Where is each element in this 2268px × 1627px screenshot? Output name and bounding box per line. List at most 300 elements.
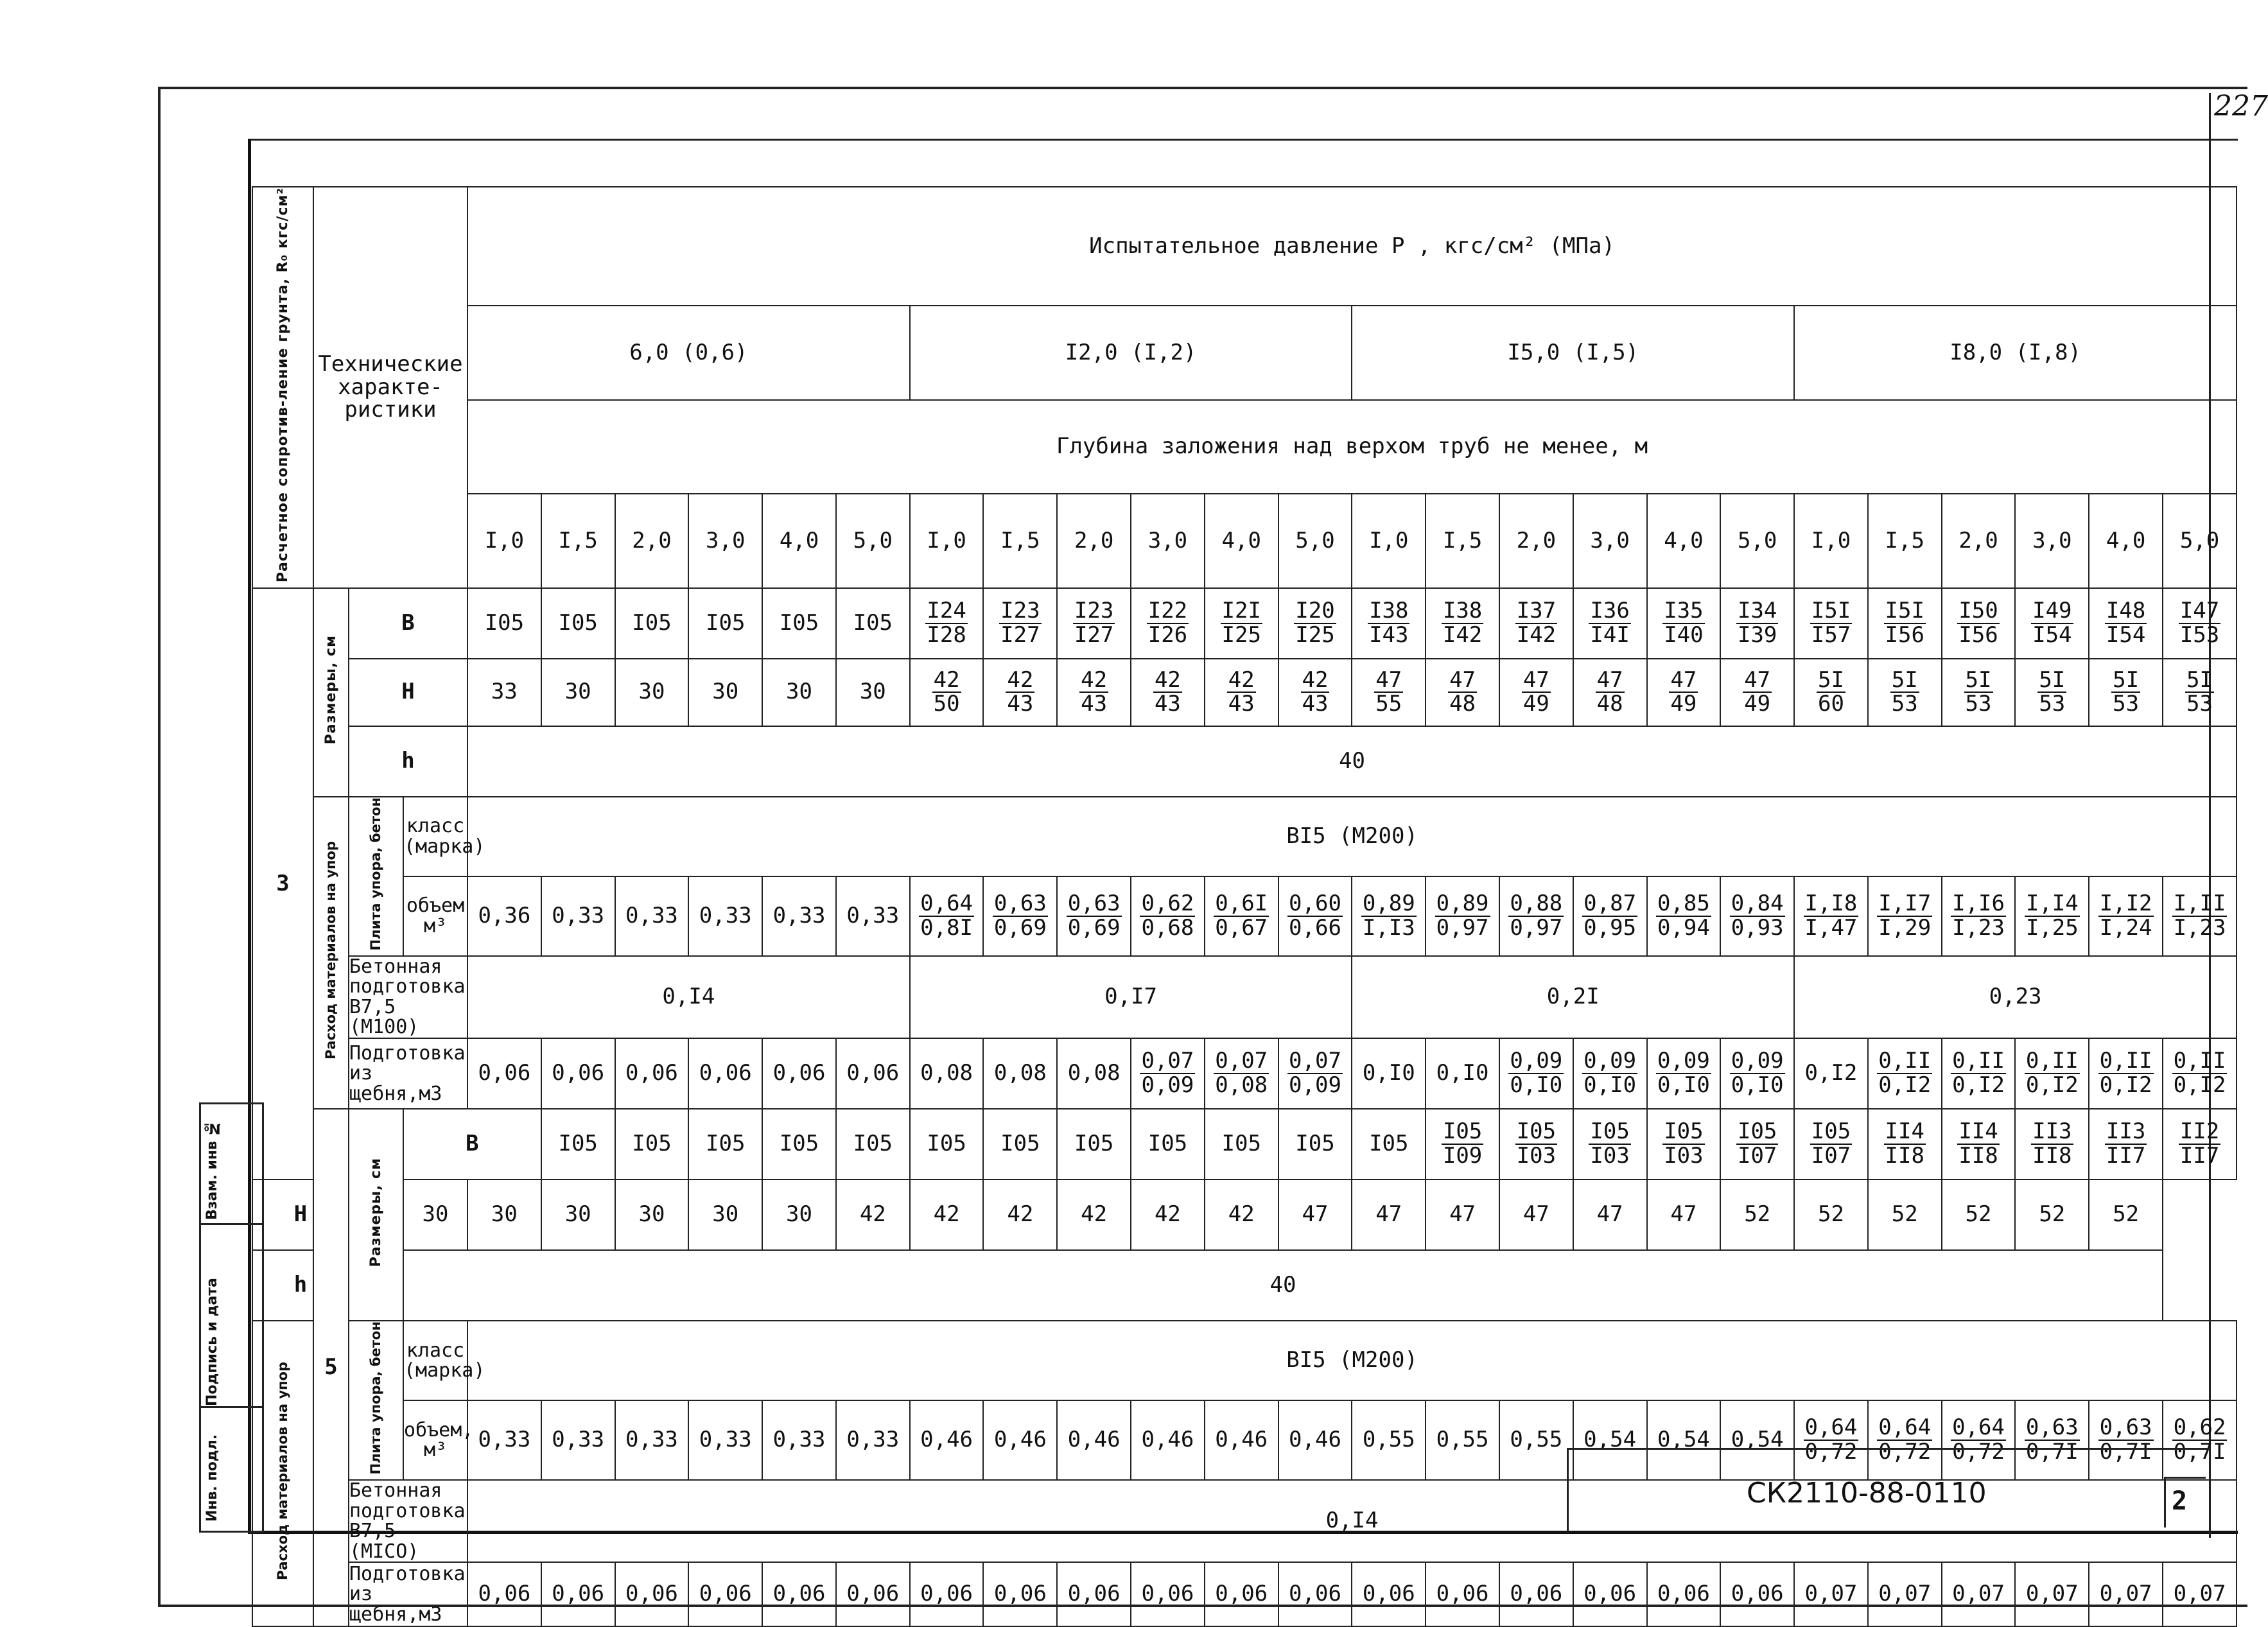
fraction-denominator: 43 [1007, 691, 1034, 717]
fraction-denominator: 0,97 [1510, 914, 1563, 941]
fraction-value [1582, 1050, 1637, 1097]
fraction-value [1804, 892, 1859, 939]
fraction-value [1964, 666, 1993, 717]
fraction-denominator: II8 [1958, 1142, 1998, 1169]
cell-value: 0,33 [625, 903, 678, 929]
volume-label: объем м³ [403, 876, 467, 956]
cell-value: 0,55 [1362, 1427, 1415, 1453]
gravel-cell [541, 1038, 615, 1109]
volume-cell [1057, 876, 1131, 956]
gravel-cell: 0,06 [1057, 1562, 1131, 1626]
b-cell [1205, 1109, 1278, 1179]
cell-value: I05 [484, 609, 525, 636]
gravel-cell: 0,06 [1131, 1562, 1205, 1626]
fraction-denominator: 0,66 [1289, 914, 1341, 941]
h-cell [762, 659, 836, 726]
depth-value: 5,0 [2163, 494, 2237, 587]
gravel-prep-label: Подготовка из щебня,м3 [349, 1562, 467, 1626]
gravel-cell: 0,06 [1205, 1562, 1278, 1626]
fraction-value [1877, 1050, 1932, 1097]
fraction-numerator: 42 [1302, 666, 1329, 693]
fraction-denominator: I03 [1590, 1142, 1630, 1169]
depth-value: I,5 [1426, 494, 1499, 587]
b-cell [1352, 588, 1426, 659]
cell-value: 0,I0 [1436, 1060, 1489, 1086]
fraction-numerator: 0,89 [1436, 891, 1489, 917]
h-cell [541, 659, 615, 726]
side-label-original-inv: Инв. подл. [204, 1434, 220, 1522]
h-cell: 52 [2015, 1179, 2089, 1250]
b-cell [467, 588, 541, 659]
fraction-value [1656, 892, 1711, 939]
fraction-denominator: 0,72 [1952, 1439, 2005, 1465]
fraction-numerator: I,II [2173, 891, 2226, 917]
fraction-value [1957, 1120, 1999, 1167]
cell-value: I05 [706, 1131, 746, 1157]
fraction-denominator: I56 [1885, 622, 1924, 648]
fraction-denominator: 53 [2113, 691, 2140, 717]
fraction-numerator: 42 [1154, 666, 1181, 693]
fraction-denominator: I,23 [1952, 914, 2005, 941]
fraction-denominator: 0,I0 [1510, 1072, 1563, 1098]
h-cell: 42 [1131, 1179, 1205, 1250]
fraction-value [1079, 666, 1108, 717]
h-cell [1499, 659, 1573, 726]
b-cell [1499, 1109, 1573, 1179]
gravel-cell [1499, 1038, 1573, 1109]
fraction-numerator: I,I2 [2099, 891, 2152, 917]
fraction-numerator: I34 [1737, 598, 1777, 624]
fraction-denominator: 0,93 [1731, 914, 1784, 941]
fraction-value [932, 666, 961, 717]
fraction-numerator: 0,62 [1141, 891, 1194, 917]
cell-value: 0,33 [772, 1427, 826, 1453]
fraction-denominator: II8 [1885, 1142, 1924, 1169]
fraction-numerator: I05 [1811, 1118, 1851, 1145]
fraction-denominator: I40 [1664, 622, 1704, 648]
fraction-denominator: I,24 [2099, 914, 2152, 941]
fraction-numerator: 0,63 [993, 891, 1047, 917]
fraction-denominator: 53 [1965, 691, 1992, 717]
b-cell [1647, 1109, 1721, 1179]
fraction-numerator: 5I [2113, 666, 2140, 693]
h-cell: 30 [541, 1179, 615, 1250]
fraction-numerator: 5I [2186, 666, 2213, 693]
volume-cell [688, 876, 762, 956]
volume-cell [615, 876, 689, 956]
fraction-numerator: I2I [1221, 598, 1261, 624]
h-cell [836, 659, 910, 726]
b-cell [1573, 588, 1647, 659]
cell-value: 0,55 [1510, 1427, 1563, 1453]
fraction-denominator: I09 [1442, 1142, 1483, 1169]
sizes-label: Размеры, см [367, 1157, 384, 1267]
b-cell [2089, 1109, 2163, 1179]
cell-value: I05 [779, 1131, 819, 1157]
class-label: класс (марка) [403, 797, 467, 876]
volume-cell [1573, 876, 1647, 956]
fraction-value [1884, 1120, 1926, 1167]
cell-value: 0,46 [1067, 1427, 1121, 1453]
fraction-numerator: 5I [1891, 666, 1918, 693]
h-small-value: 40 [403, 1250, 2163, 1321]
fraction-numerator: 42 [1228, 666, 1255, 693]
fraction-numerator: 0,07 [1141, 1048, 1194, 1074]
h-cell: 47 [1647, 1179, 1721, 1250]
fraction-denominator: 60 [1817, 691, 1844, 717]
fraction-value [999, 600, 1041, 647]
fraction-denominator: 43 [1081, 691, 1108, 717]
gravel-cell [688, 1038, 762, 1109]
fraction-value [1221, 600, 1262, 647]
sizes-group [313, 588, 349, 797]
fraction-denominator: 43 [1302, 691, 1329, 717]
volume-cell [1057, 1400, 1131, 1480]
fraction-denominator: 0,09 [1141, 1072, 1194, 1098]
volume-cell [1794, 876, 1868, 956]
gravel-cell [1426, 1038, 1499, 1109]
side-label-signature-date: Подпись и дата [204, 1278, 220, 1406]
concrete-prep-value: 0,23 [1794, 956, 2237, 1038]
volume-cell [1205, 876, 1278, 956]
b-cell [1794, 588, 1868, 659]
h-cell [1426, 659, 1499, 726]
fraction-value [1435, 892, 1490, 939]
cell-value: I05 [558, 609, 598, 636]
fraction-numerator: I49 [2032, 598, 2072, 624]
depth-value: I,0 [1794, 494, 1868, 587]
class-value: BI5 (М200) [467, 1321, 2237, 1400]
cell-value: 0,36 [478, 903, 531, 929]
volume-cell [2089, 876, 2163, 956]
fraction-denominator: I42 [1516, 622, 1557, 648]
header-tech: Технические характе-ристики [313, 187, 467, 588]
fraction-value [1810, 1120, 1852, 1167]
h-cell: 47 [1573, 1179, 1647, 1250]
fraction-value [1301, 666, 1330, 717]
fraction-denominator: 0,8I [920, 914, 973, 941]
fraction-denominator: 0,72 [1804, 1439, 1858, 1465]
volume-cell [2163, 876, 2237, 956]
fraction-value [1294, 600, 1336, 647]
cell-value: 0,54 [1657, 1427, 1710, 1453]
b-cell [983, 1109, 1057, 1179]
b-cell [1794, 1109, 1868, 1179]
depth-value: I,0 [1352, 494, 1426, 587]
h-cell [1942, 659, 2016, 726]
b-cell [688, 588, 762, 659]
slab-label: Плита упора, бетон [368, 797, 383, 951]
fraction-value [2172, 892, 2228, 939]
resistance-label: Расчетное сопротив-ление грунта, R₀ кгс/см² [274, 187, 291, 583]
fraction-value [1361, 892, 1417, 939]
fraction-numerator: I22 [1147, 598, 1188, 624]
fraction-numerator: 0,63 [2099, 1414, 2152, 1441]
h-cell: 42 [836, 1179, 910, 1250]
fraction-value [1140, 1050, 1195, 1097]
cell-value: 0,06 [625, 1060, 678, 1086]
fraction-denominator: 0,7I [2025, 1439, 2079, 1465]
depth-value: 3,0 [1573, 494, 1647, 587]
fraction-denominator: 0,I2 [2025, 1072, 2079, 1098]
fraction-value [2172, 1050, 2228, 1097]
cell-value: 0,46 [920, 1427, 973, 1453]
b-cell [1131, 588, 1205, 659]
b-cell [910, 588, 984, 659]
cell-value: I05 [1147, 1131, 1188, 1157]
volume-cell [1426, 876, 1499, 956]
h-cell: 42 [1057, 1179, 1131, 1250]
volume-cell [1131, 1400, 1205, 1480]
h-cell: 47 [1499, 1179, 1573, 1250]
fraction-value [919, 892, 974, 939]
volume-cell [688, 1400, 762, 1480]
fraction-value [1951, 1050, 2006, 1097]
cell-value: 0,06 [772, 1060, 826, 1086]
volume-cell [1499, 1400, 1573, 1480]
fraction-value [1006, 666, 1034, 717]
cell-value: I05 [1221, 1131, 1261, 1157]
fraction-value [1730, 892, 1785, 939]
cell-value: I05 [853, 1131, 893, 1157]
b-cell [1573, 1109, 1647, 1179]
fraction-denominator: I42 [1442, 622, 1483, 648]
b-cell [615, 588, 689, 659]
fraction-numerator: 0,63 [1067, 891, 1121, 917]
fraction-value [1656, 1050, 1711, 1097]
volume-cell [836, 876, 910, 956]
h-cell [2015, 659, 2089, 726]
fraction-numerator: 47 [1522, 666, 1549, 693]
volume-cell [467, 876, 541, 956]
fraction-value [1442, 1120, 1483, 1167]
gravel-cell [2089, 1038, 2163, 1109]
fraction-numerator: I05 [1516, 1118, 1557, 1145]
gravel-cell [910, 1038, 984, 1109]
h-cell: 30 [403, 1179, 467, 1250]
fraction-denominator: I54 [2032, 622, 2072, 648]
volume-cell [1868, 876, 1942, 956]
volume-cell [762, 876, 836, 956]
fraction-value [2037, 666, 2066, 717]
fraction-denominator: II7 [2179, 1142, 2220, 1169]
fraction-value [2031, 1120, 2073, 1167]
fraction-denominator: I,23 [2173, 914, 2226, 941]
b-cell [1942, 588, 2016, 659]
gravel-cell: 0,06 [1426, 1562, 1499, 1626]
fraction-numerator: I23 [1074, 598, 1114, 624]
depth-value: 4,0 [1205, 494, 1278, 587]
gravel-cell: 0,06 [1352, 1562, 1426, 1626]
fraction-value [1877, 892, 1932, 939]
volume-cell [1131, 876, 1205, 956]
fraction-value [1743, 666, 1772, 717]
fraction-numerator: I36 [1590, 598, 1630, 624]
cell-value: 0,I2 [1804, 1060, 1858, 1086]
fraction-denominator: I,29 [1878, 914, 1932, 941]
fraction-value [1508, 892, 1564, 939]
fraction-denominator: 49 [1522, 691, 1549, 717]
gravel-cell: 0,06 [615, 1562, 689, 1626]
gravel-cell: 0,07 [1942, 1562, 2016, 1626]
b-cell [2015, 588, 2089, 659]
fraction-value [2179, 1120, 2220, 1167]
volume-cell [983, 876, 1057, 956]
b-cell [615, 1109, 689, 1179]
gravel-cell: 0,07 [2089, 1562, 2163, 1626]
gravel-cell [836, 1038, 910, 1109]
fraction-numerator: I5I [1885, 598, 1924, 624]
cell-value: 0,33 [625, 1427, 678, 1453]
fraction-denominator: 43 [1228, 691, 1255, 717]
fraction-numerator: I05 [1442, 1118, 1483, 1145]
fraction-denominator: I28 [927, 622, 966, 648]
b-cell [1352, 1109, 1426, 1179]
cell-value: 0,33 [846, 1427, 900, 1453]
fraction-value [1957, 600, 1999, 647]
b-cell [1205, 588, 1278, 659]
fraction-numerator: I37 [1516, 598, 1557, 624]
cell-value: 0,06 [699, 1060, 752, 1086]
fraction-numerator: 0,II [1952, 1048, 2005, 1074]
gravel-cell: 0,06 [1278, 1562, 1352, 1626]
volume-cell [910, 876, 984, 956]
gravel-cell: 0,07 [2015, 1562, 2089, 1626]
cell-value: I05 [927, 1131, 966, 1157]
b-cell [1426, 588, 1499, 659]
b-cell [541, 1109, 615, 1179]
h-cell [1720, 659, 1794, 726]
class-value: BI5 (М200) [467, 797, 2237, 876]
h-cell: 52 [1868, 1179, 1942, 1250]
concrete-prep-label: Бетонная подготовка В7,5 (М100) [349, 956, 467, 1038]
h-cell [1794, 659, 1868, 726]
fraction-numerator: I05 [1590, 1118, 1630, 1145]
h-cell: 47 [1426, 1179, 1499, 1250]
h-cell [1868, 659, 1942, 726]
fraction-numerator: 0,64 [1804, 1414, 1858, 1441]
fraction-numerator: I,I7 [1878, 891, 1932, 917]
fraction-numerator: I24 [927, 598, 966, 624]
b-cell [1278, 588, 1352, 659]
h-cell [1278, 659, 1352, 726]
fraction-denominator: 53 [1891, 691, 1918, 717]
b-cell [836, 588, 910, 659]
fraction-value [2025, 1050, 2080, 1097]
fraction-numerator: 0,09 [1510, 1048, 1563, 1074]
concrete-prep-value: 0,I4 [467, 1480, 2237, 1562]
h-cell [1205, 659, 1278, 726]
depth-value: I,5 [983, 494, 1057, 587]
gravel-cell [1205, 1038, 1278, 1109]
b-cell [2015, 1109, 2089, 1179]
fraction-denominator: I26 [1147, 622, 1188, 648]
fraction-value [1214, 1050, 1269, 1097]
volume-cell [983, 1400, 1057, 1480]
fraction-value [2098, 1050, 2154, 1097]
fraction-denominator: 0,7I [2099, 1439, 2152, 1465]
fraction-value [2111, 666, 2140, 717]
fraction-numerator: 47 [1375, 666, 1402, 693]
b-cell [1868, 1109, 1942, 1179]
fraction-value [1287, 892, 1343, 939]
fraction-numerator: 5I [2039, 666, 2066, 693]
slab-group [349, 1321, 403, 1480]
h-cell: 42 [983, 1179, 1057, 1250]
fraction-denominator: II8 [2032, 1142, 2072, 1169]
material-label: Расход материалов на упор [275, 1362, 290, 1581]
fraction-value [2105, 1120, 2147, 1167]
slab-label: Плита упора, бетон [368, 1321, 383, 1475]
sizes-group [349, 1109, 403, 1321]
fraction-numerator: I50 [1958, 598, 1998, 624]
cell-value: 0,06 [846, 1060, 900, 1086]
cell-value: 30 [712, 679, 739, 705]
h-cell: 47 [1352, 1179, 1426, 1250]
b-cell [1942, 1109, 2016, 1179]
b-cell [1426, 1109, 1499, 1179]
fraction-denominator: I03 [1664, 1142, 1704, 1169]
depth-value: 2,0 [1499, 494, 1573, 587]
fraction-denominator: I03 [1516, 1142, 1557, 1169]
gravel-cell: 0,06 [983, 1562, 1057, 1626]
fraction-value [1589, 1120, 1630, 1167]
depth-value: 3,0 [688, 494, 762, 587]
fraction-numerator: I05 [1664, 1118, 1704, 1145]
fraction-denominator: 0,09 [1289, 1072, 1341, 1098]
cell-value: I05 [779, 609, 819, 636]
fraction-numerator: 0,09 [1583, 1048, 1637, 1074]
depth-value: I,0 [467, 494, 541, 587]
cell-value: I05 [1369, 1131, 1409, 1157]
h-cell: 47 [1278, 1179, 1352, 1250]
h-cell [1573, 659, 1647, 726]
b-cell [1868, 588, 1942, 659]
cell-value: 0,54 [1583, 1427, 1637, 1453]
specification-table [252, 186, 2237, 1627]
volume-cell [1278, 876, 1352, 956]
gravel-cell [762, 1038, 836, 1109]
volume-cell [1499, 876, 1573, 956]
fraction-denominator: I,47 [1804, 914, 1858, 941]
fraction-value [1730, 1050, 1785, 1097]
cell-value: 0,46 [1289, 1427, 1341, 1453]
fraction-numerator: 0,84 [1731, 891, 1784, 917]
h-cell [615, 659, 689, 726]
fraction-denominator: 0,I0 [1657, 1072, 1710, 1098]
fraction-denominator: 48 [1596, 691, 1623, 717]
gravel-cell [1278, 1038, 1352, 1109]
b-cell [762, 1109, 836, 1179]
fraction-denominator: I07 [1737, 1142, 1777, 1169]
fraction-denominator: 55 [1375, 691, 1402, 717]
fraction-numerator: 0,87 [1583, 891, 1637, 917]
gravel-cell: 0,06 [1647, 1562, 1721, 1626]
fraction-denominator: 49 [1670, 691, 1697, 717]
fraction-denominator: 0,94 [1657, 914, 1710, 941]
cell-value: I05 [706, 609, 746, 636]
fraction-value [1810, 600, 1852, 647]
h-cell: 30 [688, 1179, 762, 1250]
cell-value: 0,08 [1067, 1060, 1121, 1086]
concrete-prep-value: 0,I4 [467, 956, 910, 1038]
gravel-cell: 0,07 [2163, 1562, 2237, 1626]
fraction-denominator: I54 [2106, 622, 2146, 648]
b-cell [2089, 588, 2163, 659]
gravel-cell [983, 1038, 1057, 1109]
gravel-cell: 0,06 [467, 1562, 541, 1626]
volume-cell [541, 876, 615, 956]
